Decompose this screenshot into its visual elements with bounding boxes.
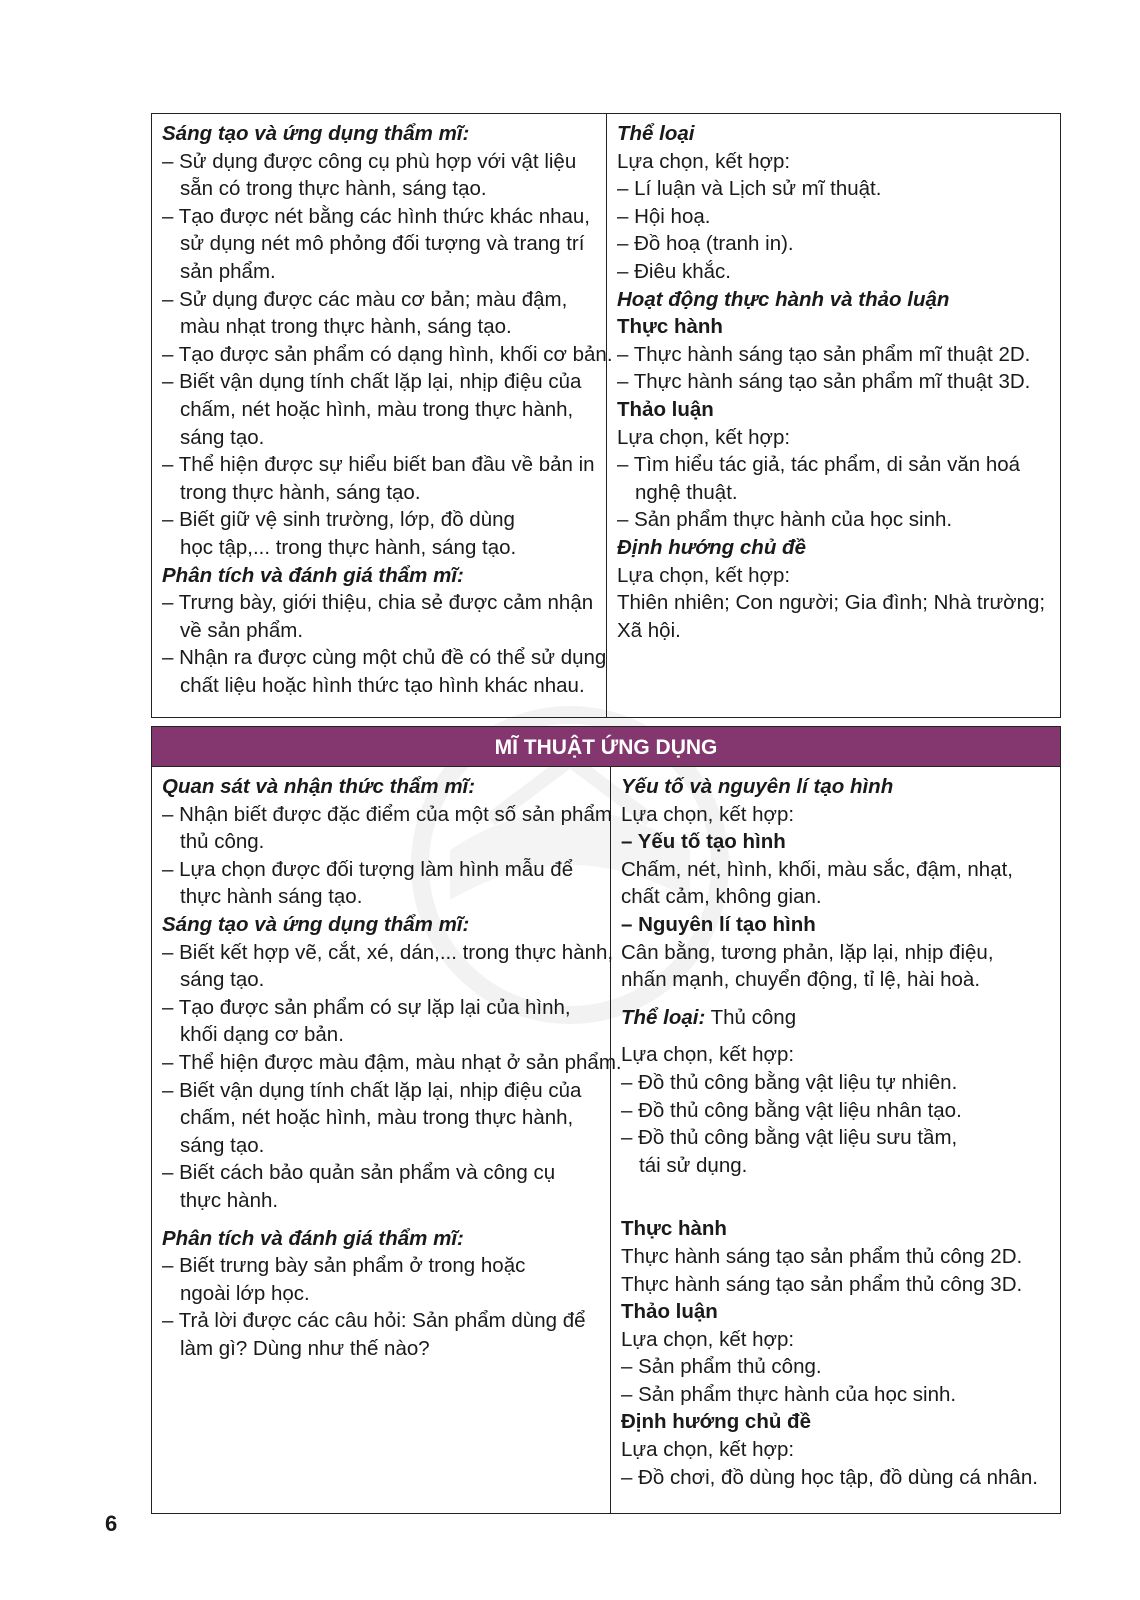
section-heading: – Yếu tố tạo hình bbox=[621, 830, 786, 854]
content-column bbox=[611, 767, 1060, 1513]
text-line: tái sử dụng. bbox=[639, 1153, 748, 1177]
spacer bbox=[621, 994, 1052, 1004]
spacer bbox=[621, 1031, 1052, 1041]
text-line: Thực hành sáng tạo sản phẩm thủ công 2D. bbox=[621, 1244, 1023, 1268]
text-line: Lựa chọn, kết hợp: bbox=[617, 425, 791, 449]
section-heading: Phân tích và đánh giá thẩm mĩ: bbox=[162, 563, 464, 587]
text-line: – Thực hành sáng tạo sản phẩm mĩ thuật 2D. bbox=[617, 342, 1031, 366]
text-line: – Lựa chọn được đối tượng làm hình mẫu để bbox=[162, 857, 574, 881]
text-line: sản phẩm. bbox=[180, 259, 276, 283]
spacer bbox=[621, 1179, 1052, 1215]
text-line: – Điêu khắc. bbox=[617, 259, 731, 283]
text-line: chất cảm, không gian. bbox=[621, 885, 822, 909]
section-heading: Thể loại bbox=[617, 122, 695, 145]
text-line: – Sản phẩm thực hành của học sinh. bbox=[621, 1382, 957, 1406]
section-heading: Sáng tạo và ứng dụng thẩm mĩ: bbox=[162, 912, 470, 936]
text-line: nghệ thuật. bbox=[635, 480, 738, 504]
text-line: – Đồ thủ công bằng vật liệu tự nhiên. bbox=[621, 1070, 958, 1094]
text-line: Lựa chọn, kết hợp: bbox=[617, 149, 791, 173]
text-line: chấm, nét hoặc hình, màu trong thực hành, bbox=[180, 1106, 574, 1130]
section-heading: Hoạt động thực hành và thảo luận bbox=[617, 287, 950, 311]
text-line: thủ công. bbox=[180, 830, 265, 854]
text-line: khối dạng cơ bản. bbox=[180, 1023, 344, 1047]
text-line: – Thể hiện được màu đậm, màu nhạt ở sản phẩm. bbox=[162, 1050, 622, 1074]
text-line: Thiên nhiên; Con người; Gia đình; Nhà trường; bbox=[617, 591, 1046, 615]
section-title: MĨ THUẬT ỨNG DỤNG bbox=[494, 736, 718, 759]
text-line: sử dụng nét mô phỏng đối tượng và trang trí bbox=[180, 232, 585, 256]
section-header-band bbox=[151, 726, 1061, 767]
text-line: – Biết giữ vệ sinh trường, lớp, đồ dùng bbox=[162, 508, 515, 532]
content-table-top bbox=[151, 113, 1061, 718]
section-heading bbox=[621, 1004, 1052, 1032]
text-line: sáng tạo. bbox=[180, 1133, 265, 1157]
section-heading: Thảo luận bbox=[621, 1300, 718, 1324]
text-line: ngoài lớp học. bbox=[180, 1281, 310, 1305]
text-line: – Tạo được sản phẩm có sự lặp lại của hình, bbox=[162, 995, 571, 1019]
text-line: học tập,... trong thực hành, sáng tạo. bbox=[180, 535, 517, 559]
content-table-applied-art bbox=[151, 766, 1061, 1514]
text-line: – Sử dụng được công cụ phù hợp với vật liệu bbox=[162, 149, 577, 173]
text-line: Lựa chọn, kết hợp: bbox=[621, 1327, 795, 1351]
text-line: chấm, nét hoặc hình, màu trong thực hành, bbox=[180, 397, 574, 421]
text-line: – Biết vận dụng tính chất lặp lại, nhịp điệu của bbox=[162, 1078, 582, 1102]
text-line: Cân bằng, tương phản, lặp lại, nhịp điệu, bbox=[621, 940, 994, 964]
text-line: – Biết cách bảo quản sản phẩm và công cụ bbox=[162, 1161, 556, 1185]
text-line: chất liệu hoặc hình thức tạo hình khác nhau. bbox=[180, 673, 585, 697]
text-line: Lựa chọn, kết hợp: bbox=[617, 563, 791, 587]
text-line: – Biết vận dụng tính chất lặp lại, nhịp điệu của bbox=[162, 370, 582, 394]
text-line: thực hành. bbox=[180, 1188, 279, 1212]
text-line: – Đồ hoạ (tranh in). bbox=[617, 232, 794, 256]
heading-label: Thể loại: bbox=[621, 1005, 706, 1029]
text-line: – Đồ thủ công bằng vật liệu sưu tầm, bbox=[621, 1126, 958, 1150]
text-line: – Trả lời được các câu hỏi: Sản phẩm dùng để bbox=[162, 1309, 586, 1333]
text-line: – Đồ thủ công bằng vật liệu nhân tạo. bbox=[621, 1098, 962, 1122]
text-line: Chấm, nét, hình, khối, màu sắc, đậm, nhạt, bbox=[621, 857, 1013, 881]
text-line: sáng tạo. bbox=[180, 425, 265, 449]
text-line: – Trưng bày, giới thiệu, chia sẻ được cảm nhận bbox=[162, 591, 594, 615]
text-line: Lựa chọn, kết hợp: bbox=[621, 802, 795, 826]
text-line: – Đồ chơi, đồ dùng học tập, đồ dùng cá nhân. bbox=[621, 1465, 1038, 1489]
text-line: – Sản phẩm thủ công. bbox=[621, 1355, 822, 1379]
text-line: làm gì? Dùng như thế nào? bbox=[180, 1336, 430, 1360]
text-line: sẵn có trong thực hành, sáng tạo. bbox=[180, 177, 487, 201]
text-line: – Thể hiện được sự hiểu biết ban đầu về bản in bbox=[162, 453, 595, 477]
text-line: – Sản phẩm thực hành của học sinh. bbox=[617, 508, 953, 532]
section-heading: Phân tích và đánh giá thẩm mĩ: bbox=[162, 1226, 464, 1250]
heading-value: Thủ công bbox=[705, 1005, 797, 1029]
text-line: – Tạo được sản phẩm có dạng hình, khối cơ bản. bbox=[162, 342, 613, 366]
section-heading: Yếu tố và nguyên lí tạo hình bbox=[621, 775, 894, 798]
text-line: thực hành sáng tạo. bbox=[180, 885, 363, 909]
section-heading: Thảo luận bbox=[617, 397, 714, 421]
page-number: 6 bbox=[105, 1511, 118, 1536]
text-line: màu nhạt trong thực hành, sáng tạo. bbox=[180, 315, 512, 339]
text-line: – Biết trưng bày sản phẩm ở trong hoặc bbox=[162, 1254, 526, 1278]
text-line: – Thực hành sáng tạo sản phẩm mĩ thuật 3D. bbox=[617, 370, 1031, 394]
text-line: – Biết kết hợp vẽ, cắt, xé, dán,... trong thực hành, bbox=[162, 940, 614, 964]
section-heading: Quan sát và nhận thức thẩm mĩ: bbox=[162, 775, 476, 798]
requirements-column bbox=[152, 114, 613, 717]
text-line: – Hội hoạ. bbox=[617, 204, 711, 228]
text-line: Thực hành sáng tạo sản phẩm thủ công 3D. bbox=[621, 1272, 1023, 1296]
section-heading: Sáng tạo và ứng dụng thẩm mĩ: bbox=[162, 122, 470, 145]
spacer bbox=[162, 1215, 602, 1225]
text-line: – Nhận ra được cùng một chủ đề có thể sử dụng bbox=[162, 646, 607, 670]
text-line: về sản phẩm. bbox=[180, 618, 304, 642]
section-heading: Định hướng chủ đề bbox=[617, 535, 806, 559]
section-heading: – Nguyên lí tạo hình bbox=[621, 912, 816, 936]
text-line: – Tạo được nét bằng các hình thức khác nhau, bbox=[162, 204, 591, 228]
section-heading: Thực hành bbox=[621, 1217, 727, 1241]
text-line: Lựa chọn, kết hợp: bbox=[621, 1043, 795, 1067]
content-column bbox=[607, 114, 1060, 717]
section-heading: Định hướng chủ đề bbox=[621, 1410, 811, 1434]
text-line: Lựa chọn, kết hợp: bbox=[621, 1438, 795, 1462]
requirements-column bbox=[152, 767, 622, 1513]
text-line: – Tìm hiểu tác giả, tác phẩm, di sản văn hoá bbox=[617, 453, 1021, 477]
text-line: – Lí luận và Lịch sử mĩ thuật. bbox=[617, 177, 882, 201]
text-line: nhấn mạnh, chuyển động, tỉ lệ, hài hoà. bbox=[621, 968, 981, 992]
text-line: sáng tạo. bbox=[180, 968, 265, 992]
text-line: – Nhận biết được đặc điểm của một số sản phẩm bbox=[162, 802, 612, 826]
section-heading: Thực hành bbox=[617, 315, 723, 339]
text-line: trong thực hành, sáng tạo. bbox=[180, 480, 421, 504]
text-line: – Sử dụng được các màu cơ bản; màu đậm, bbox=[162, 287, 568, 311]
text-line: Xã hội. bbox=[617, 618, 681, 642]
